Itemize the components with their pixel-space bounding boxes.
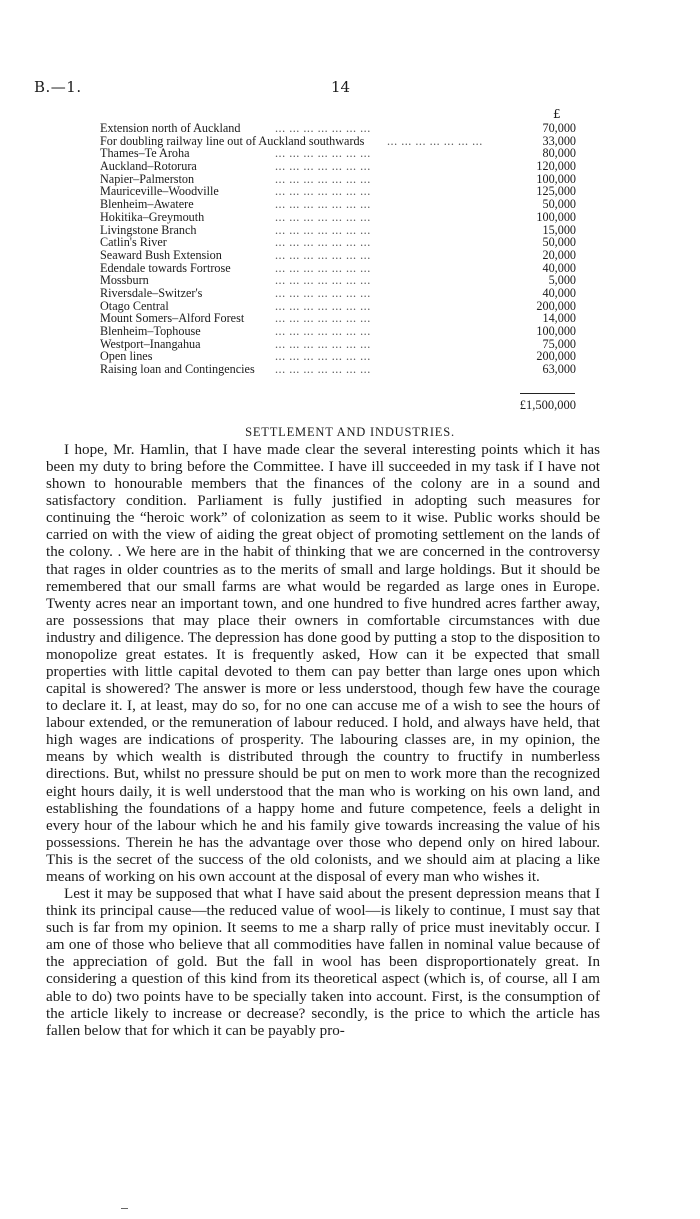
row-label: Mossburn: [100, 273, 149, 288]
leader-dots: ... ... ... ... ... ... ...: [275, 147, 371, 161]
leader-dots: ... ... ... ... ... ... ...: [275, 122, 371, 135]
leader-dots: ... ... ... ... ... ... ...: [275, 325, 371, 338]
table-row: [100, 160, 576, 173]
row-label: Blenheim–Tophouse: [100, 324, 201, 338]
leader-dots: ... ... ... ... ... ... ...: [275, 350, 371, 364]
row-label: For doubling railway line out of Auckland southwards: [100, 133, 365, 148]
leader-dots: ... ... ... ... ... ... ...: [275, 223, 371, 237]
leader-dots: ... ... ... ... ... ... ...: [387, 134, 483, 148]
row-label: Edendale towards Fortrose: [100, 260, 231, 275]
row-amount: 100,000: [532, 325, 576, 338]
table-row: [100, 262, 576, 275]
row-amount: 20,000: [538, 249, 576, 262]
paragraph: Lest it may be supposed that what I have said about the present depression means that I think its principal cause—the reduced value of wool—is likely to continue, I must say that such is far from my opinion. It seems to me a sharp rally of price must inevitably occur. I am one of those who believe that all commodities have fallen in nominal value because of the appreciation of gold. But the fall in wool has been disproportionately great. In considering a question of this kind from its theoretical aspect (which is, of course, all I am able to do) two points have to be specially taken into account. First, is the consumption of the article likely to increase or decrease? secondly, is the price to which the article has fallen below that for which it can be payably pro-: [46, 886, 600, 1039]
row-amount: 33,000: [538, 135, 576, 148]
row-amount: 120,000: [532, 160, 576, 173]
row-label: Extension north of Auckland: [100, 121, 241, 135]
row-label: Raising loan and Contingencies: [100, 362, 255, 377]
table-total: £1,500,000: [519, 398, 576, 412]
currency-symbol: £: [553, 107, 561, 121]
table-row: [100, 224, 576, 237]
row-amount: 125,000: [532, 185, 576, 198]
row-amount: 14,000: [538, 312, 576, 325]
table-row: [100, 338, 576, 351]
row-label: Westport–Inangahua: [100, 336, 201, 351]
section-title: SETTLEMENT AND INDUSTRIES.: [245, 425, 455, 439]
row-label: Mauriceville–Woodville: [100, 184, 219, 199]
table-row: [100, 122, 576, 135]
leader-dots: ... ... ... ... ... ... ...: [275, 299, 371, 313]
leader-dots: ... ... ... ... ... ... ...: [275, 198, 371, 211]
paragraph: I hope, Mr. Hamlin, that I have made clear the several interesting points which it has been my duty to bring before the Committee. I have ill succeeded in my task if I have not shown to honourable members that the finances of the colony are in a sound and satisfactory condition. Parliament is fully justified in adopting such measures for continuing the “heroic work” of colonization as seem to it wise. Public works should be carried on with the view of aiding the great object of promoting settlement on the lands of the colony. . We here are in the habit of thinking that we are concerned in the controversy that rages in older countries as to the merits of small and large holdings. But it should be remembered that our small farms are what would be regarded as large ones in Europe. Twenty acres near an important town, and one hundred to five hundred acres farther away, are possessions that may place their owners in comfortable circumstances with due industry and diligence. The depression has done good by putting a stop to the disposition to monopolize great estates. It is frequently asked, How can it be expected that small properties with little capital devoted to them can pay better than large ones upon which capital is showered? The answer is more or less understood, though few have the courage to declare it. I, at least, may do so, for no one can accuse me of a wish to see the hours of labour extended, or the remuneration of labour reduced. I hold, and always have held, that high wages are indications of prosperity. The labouring classes are, in my opinion, the means by which wealth is distributed through the country to fructify in numberless directions. But, whilst no pressure should be put on men to work more than the recognized eight hours daily, it is well understood that the man who is working on his own land, and establishing the foundations of a happy home and future competence, feels a delight in every hour of the labour which he and his family give towards increasing the value of his possessions. Therein he has the advantage over those who depend only on hired labour. This is the secret of the success of the old colonists, and we should aim at placing a like means of working on his own account at the disposal of every man who wishes it.: [46, 442, 600, 885]
row-label: Livingstone Branch: [100, 222, 197, 237]
leader-dots: ... ... ... ... ... ... ...: [275, 363, 371, 376]
leader-dots: ... ... ... ... ... ... ...: [275, 337, 371, 351]
table-row: [100, 363, 576, 376]
leader-dots: ... ... ... ... ... ... ...: [275, 160, 371, 173]
row-amount: 63,000: [538, 363, 576, 376]
row-label: Open lines: [100, 349, 153, 364]
row-label: Auckland–Rotorura: [100, 159, 197, 174]
page-number: 14: [331, 78, 351, 96]
table-row: [100, 198, 576, 211]
row-amount: 100,000: [532, 173, 576, 186]
row-amount: 200,000: [532, 350, 576, 363]
leader-dots: ... ... ... ... ... ... ...: [275, 185, 371, 199]
table-row: [100, 211, 576, 224]
row-amount: 50,000: [538, 236, 576, 249]
row-amount: 75,000: [538, 338, 576, 351]
page-reference: B.—1.: [34, 78, 82, 96]
table-row: [100, 249, 576, 262]
row-amount: 100,000: [532, 211, 576, 224]
row-label: Seaward Bush Extension: [100, 247, 222, 262]
row-amount: 5,000: [545, 274, 576, 287]
row-amount: 40,000: [538, 287, 576, 300]
footer-mark: [121, 1208, 128, 1209]
table-row: [100, 236, 576, 249]
row-amount: 50,000: [538, 198, 576, 211]
row-amount: 200,000: [532, 300, 576, 313]
row-amount: 15,000: [538, 224, 576, 237]
row-amount: 70,000: [538, 122, 576, 135]
row-label: Mount Somers–Alford Forest: [100, 311, 245, 326]
total-rule: [520, 393, 575, 394]
leader-dots: ... ... ... ... ... ... ...: [275, 261, 371, 275]
body-text: [46, 442, 600, 1040]
table-row: [100, 325, 576, 338]
row-label: Otago Central: [100, 298, 169, 313]
row-amount: 40,000: [538, 262, 576, 275]
leader-dots: ... ... ... ... ... ... ...: [275, 172, 371, 186]
row-label: Blenheim–Awatere: [100, 197, 194, 212]
leader-dots: ... ... ... ... ... ... ...: [275, 274, 371, 287]
row-label: Napier–Palmerston: [100, 171, 195, 186]
table-row: [100, 287, 576, 300]
leader-dots: ... ... ... ... ... ... ...: [275, 236, 371, 249]
row-amount: 80,000: [538, 147, 576, 160]
row-label: Catlin's River: [100, 235, 167, 250]
row-label: Thames–Te Aroha: [100, 146, 190, 161]
row-label: Riversdale–Switzer's: [100, 285, 203, 300]
leader-dots: ... ... ... ... ... ... ...: [275, 248, 371, 262]
leader-dots: ... ... ... ... ... ... ...: [275, 286, 371, 300]
expenditure-table: [100, 122, 576, 376]
row-label: Hokitika–Greymouth: [100, 209, 205, 224]
leader-dots: ... ... ... ... ... ... ...: [275, 312, 371, 326]
leader-dots: ... ... ... ... ... ... ...: [275, 210, 371, 224]
